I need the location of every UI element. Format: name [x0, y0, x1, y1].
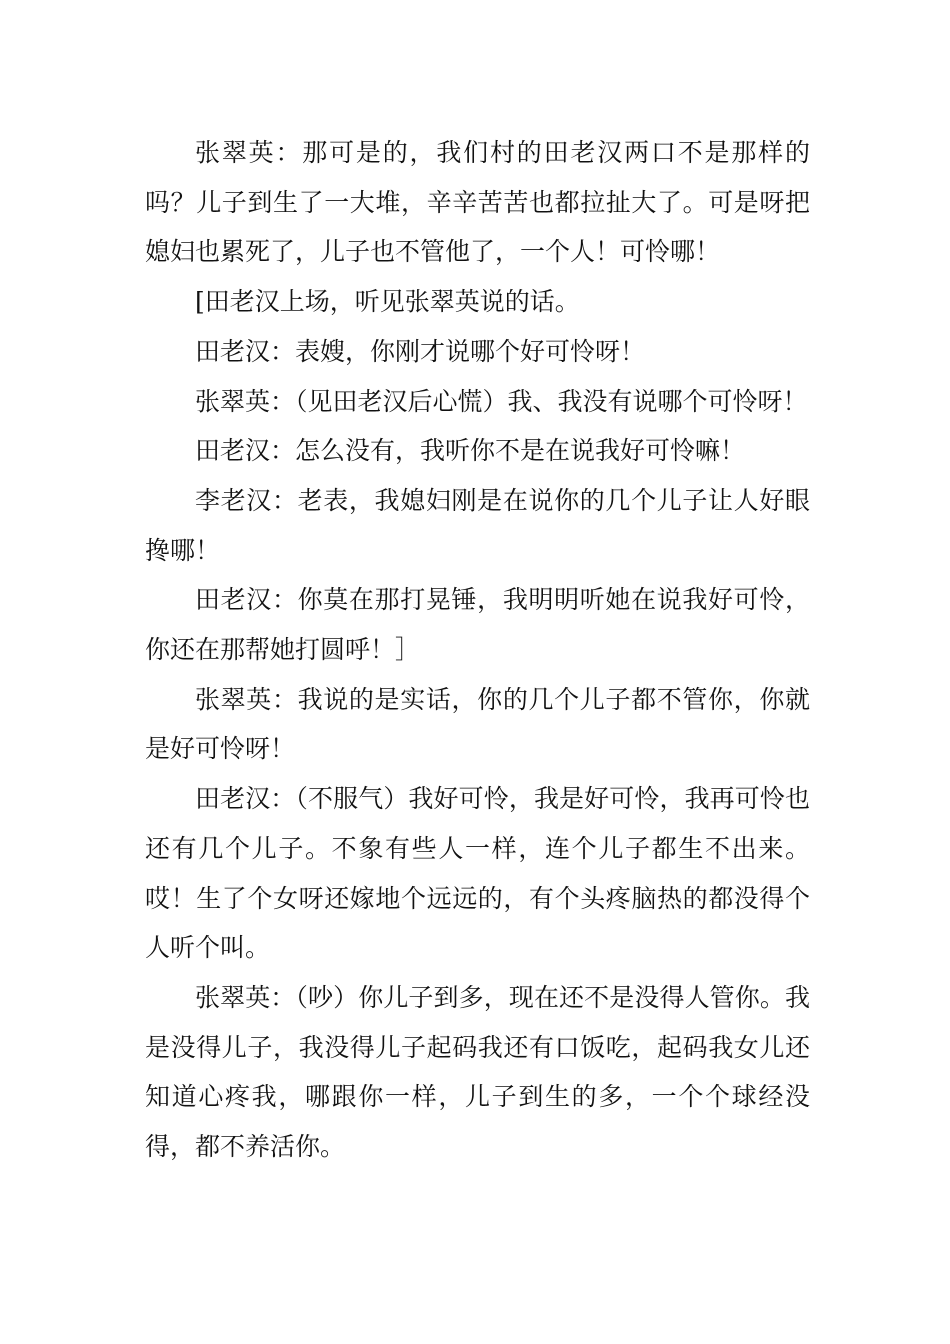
dialogue-paragraph: 张翠英：（见田老汉后心慌）我、我没有说哪个可怜呀！: [195, 386, 808, 416]
dialogue-paragraph: 张翠英：（吵）你儿子到多，现在还不是没得人管你。我是没得儿子，我没得儿子起码我还有口饭吃，起码我女儿还知道心疼我，哪跟你一样，儿子到生的多，一个个球经没得，都不养活你。: [145, 982, 810, 1162]
document-body: [145, 128, 810, 1172]
dialogue-paragraph: 田老汉：怎么没有，我听你不是在说我好可怜嘛！: [195, 436, 746, 466]
dialogue-paragraph: 田老汉：（不服气）我好可怜，我是好可怜，我再可怜也还有几个儿子。不象有些人一样，连个儿子都生不出来。哎！生了个女呀还嫁地个远远的，有个头疼脑热的都没得个人听个叫。: [145, 784, 810, 963]
dialogue-paragraph: 张翠英：那可是的，我们村的田老汉两口不是那样的吗？儿子到生了一大堆，辛辛苦苦也都拉扯大了。可是呀把媳妇也累死了，儿子也不管他了，一个人！可怜哪！: [145, 138, 810, 267]
stage-direction: [田老汉上场，听见张翠英说的话。: [195, 287, 580, 317]
dialogue-paragraph: 田老汉：你莫在那打晃锤，我明明听她在说我好可怜，你还在那帮她打圆呼！］: [145, 585, 810, 665]
dialogue-paragraph: 田老汉：表嫂，你刚才说哪个好可怜呀！: [195, 336, 646, 366]
dialogue-paragraph: 李老汉：老表，我媳妇刚是在说你的几个儿子让人好眼搀哪！: [145, 485, 810, 565]
dialogue-paragraph: 张翠英：我说的是实话，你的几个儿子都不管你，你就是好可怜呀！: [145, 684, 810, 764]
